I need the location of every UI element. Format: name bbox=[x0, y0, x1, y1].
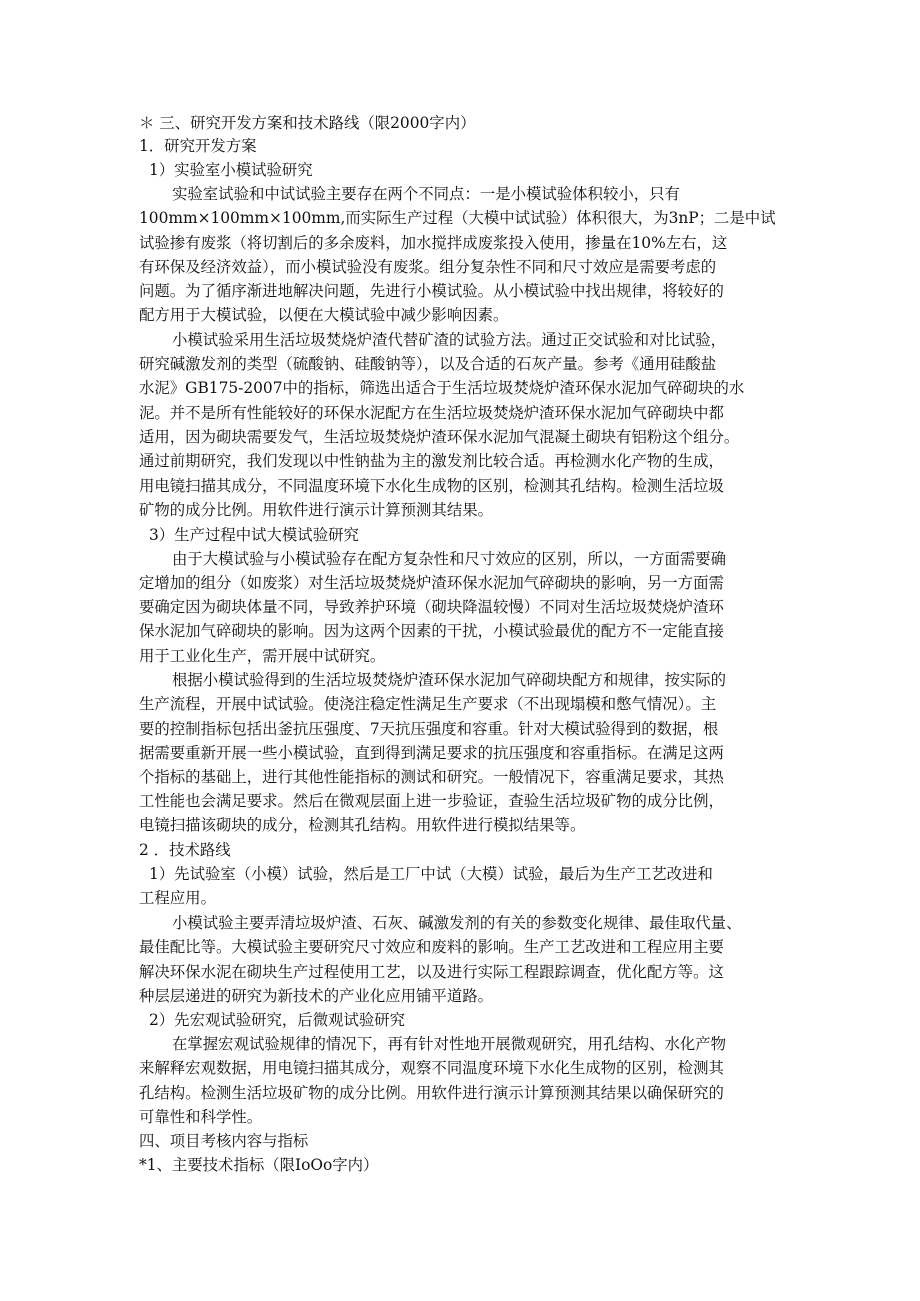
paragraph-line: 解决环保水泥在砌块生产过程使用工艺，以及进行实际工程跟踪调查，优化配方等。这 bbox=[139, 963, 724, 981]
paragraph-line: 实验室试验和中试试验主要存在两个不同点：一是小模试验体积较小，只有 bbox=[172, 185, 680, 203]
item-heading-3: 3）生产过程中试大模试验研究 bbox=[149, 526, 359, 544]
paragraph-line: 小模试验主要弄清垃圾炉渣、石灰、碱激发剂的有关的参数变化规律、最佳取代量、 bbox=[172, 914, 742, 932]
paragraph-line: 生产流程，开展中试试验。使浇注稳定性满足生产要求（不出现塌模和憋气情况）。主 bbox=[139, 695, 717, 713]
paragraph-line: 来解释宏观数据，用电镜扫描其成分，观察不同温度环境下水化生成物的区别，检测其 bbox=[139, 1059, 724, 1077]
section-heading-3: ＊ 三、研究开发方案和技术路线（限2000字内） bbox=[139, 114, 476, 132]
subsection-heading-1: 1．研究开发方案 bbox=[139, 137, 257, 155]
paragraph-line: 工程应用。 bbox=[139, 889, 216, 907]
paragraph-line: 问题。为了循序渐进地解决问题，先进行小模试验。从小模试验中找出规律，将较好的 bbox=[139, 282, 724, 300]
paragraph-line: 最佳配比等。大模试验主要研究尺寸效应和废料的影响。生产工艺改进和工程应用主要 bbox=[139, 938, 724, 956]
paragraph-line: 配方用于大模试验，以便在大模试验中减少影响因素。 bbox=[139, 306, 509, 324]
paragraph-line: 个指标的基础上，进行其他性能指标的测试和研究。一般情况下，容重满足要求，其热 bbox=[139, 768, 724, 786]
paragraph-line: 定增加的组分（如废浆）对生活垃圾焚烧炉渣环保水泥加气碎砌块的影响，另一方面需 bbox=[139, 574, 724, 592]
paragraph-line: 用于工业化生产，需开展中试研究。 bbox=[139, 647, 386, 665]
paragraph-line: 适用，因为砌块需要发气，生活垃圾焚烧炉渣环保水泥加气混凝土砌块有铝粉这个组分。 bbox=[139, 428, 740, 446]
paragraph-line: 用电镜扫描其成分，不同温度环境下水化生成物的区别，检测其孔结构。检测生活垃圾 bbox=[139, 477, 724, 495]
paragraph-line: 通过前期研究，我们发现以中性钠盐为主的激发剂比较合适。再检测水化产物的生成， bbox=[139, 452, 724, 470]
paragraph-line: 根据小模试验得到的生活垃圾焚烧炉渣环保水泥加气碎砌块配方和规律，按实际的 bbox=[172, 671, 727, 689]
item-heading-2: 2）先宏观试验研究，后微观试验研究 bbox=[149, 1011, 406, 1029]
subsection-heading-4-1: *1、主要技术指标（限IoOo字内） bbox=[139, 1156, 379, 1174]
paragraph-line: 水泥》GB175-2007中的指标，筛选出适合于生活垃圾焚烧炉渣环保水泥加气碎砌块的水 bbox=[139, 379, 745, 397]
paragraph-line: 研究碱激发剂的类型（硫酸钠、硅酸钠等），以及合适的石灰产量。参考《通用硅酸盐 bbox=[139, 355, 717, 373]
paragraph-line: 要的控制指标包括出釜抗压强度、7天抗压强度和容重。针对大模试验得到的数据，根 bbox=[139, 720, 719, 738]
paragraph-line: 孔结构。检测生活垃圾矿物的成分比例。用软件进行演示计算预测其结果以确保研究的 bbox=[139, 1084, 724, 1102]
paragraph-line: 由于大模试验与小模试验存在配方复杂性和尺寸效应的区别，所以，一方面需要确 bbox=[172, 550, 727, 568]
paragraph-line: 在掌握宏观试验规律的情况下，再有针对性地开展微观研究，用孔结构、水化产物 bbox=[172, 1035, 727, 1053]
paragraph-line: 小模试验采用生活垃圾焚烧炉渣代替矿渣的试验方法。通过正交试验和对比试验， bbox=[172, 331, 727, 349]
paragraph-line: 有环保及经济效益），而小模试验没有废浆。组分复杂性不同和尺寸效应是需要考虑的 bbox=[139, 258, 717, 276]
paragraph-line: 据需要重新开展一些小模试验，直到得到满足要求的抗压强度和容重指标。在满足这两 bbox=[139, 744, 724, 762]
paragraph-line: 1）先试验室（小模）试验，然后是工厂中试（大模）试验，最后为生产工艺改进和 bbox=[149, 865, 713, 883]
section-heading-4: 四、项目考核内容与指标 bbox=[139, 1132, 309, 1150]
paragraph-line: 矿物的成分比例。用软件进行演示计算预测其结果。 bbox=[139, 501, 493, 519]
subsection-heading-2: 2 ．技术路线 bbox=[139, 841, 231, 859]
paragraph-line: 种层层递进的研究为新技术的产业化应用铺平道路。 bbox=[139, 987, 493, 1005]
paragraph-line: 可靠性和科学性。 bbox=[139, 1108, 263, 1126]
paragraph-line: 电镜扫描该砌块的成分，检测其孔结构。用软件进行模拟结果等。 bbox=[139, 816, 586, 834]
paragraph-line: 泥。并不是所有性能较好的环保水泥配方在生活垃圾焚烧炉渣环保水泥加气碎砌块中都 bbox=[139, 404, 724, 422]
paragraph-line: 100mm×100mm×100mm,而实际生产过程（大模中试试验）体积很大，为3nP；二是中试 bbox=[139, 209, 776, 227]
paragraph-line: 工性能也会满足要求。然后在微观层面上进一步验证，查验生活垃圾矿物的成分比例， bbox=[139, 792, 724, 810]
item-heading-1: 1）实验室小模试验研究 bbox=[149, 161, 313, 179]
paragraph-line: 保水泥加气碎砌块的影响。因为这两个因素的干扰，小模试验最优的配方不一定能直接 bbox=[139, 622, 724, 640]
paragraph-line: 要确定因为砌块体量不同，导致养护环境（砌块降温较慢）不同对生活垃圾焚烧炉渣环 bbox=[139, 598, 724, 616]
paragraph-line: 试验掺有废浆（将切割后的多余废料，加水搅拌成废浆投入使用，掺量在10%左右，这 bbox=[139, 234, 728, 252]
